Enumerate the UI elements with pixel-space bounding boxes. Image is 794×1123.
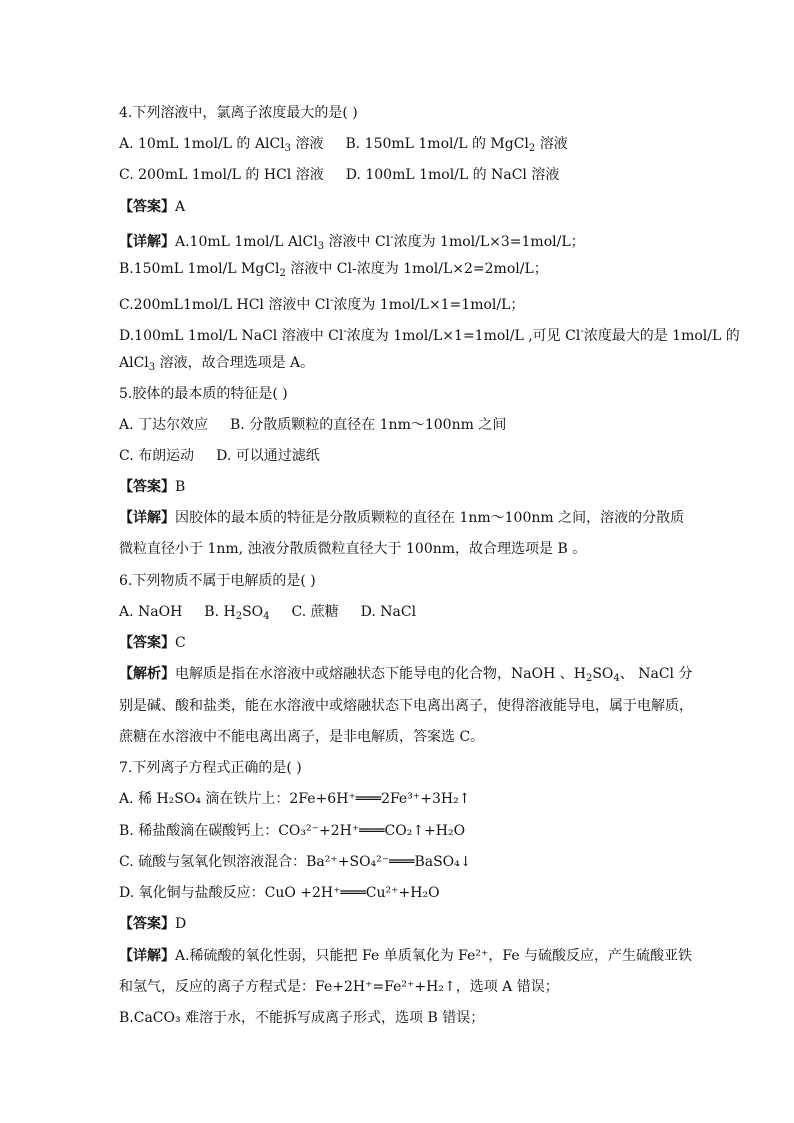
q4-detail-line-2: B.150mL 1mol/L MgCl$_2$ 溶液中 Cl-浓度为 1mol/L×2=2mol/L； [119,261,548,279]
q6-detail-line-1: 【解析】电解质是指在水溶液中或熔融状态下能导电的化合物，NaOH 、$H_2SO_4$、 NaCl 分 [119,666,693,684]
q7-option-c: C. 硫酸与氢氧化钡溶液混合：Ba²⁺+SO₄²⁻═══BaSO₄↓ [119,854,472,870]
answer-label: 【答案】 [119,916,175,932]
q4-option-a: A. 10mL 1mol/L 的 AlCl$_3$ 溶液 [119,136,324,154]
q4-option-c: C. 200mL 1mol/L 的 HCl 溶液 [119,167,324,183]
analysis-label: 【解析】 [119,666,175,682]
answer-value: A [175,199,186,215]
q5-option-a: A. 丁达尔效应 [119,417,209,433]
q4-detail-line-5: AlCl$_3$ 溶液，故合理选项是 A。 [119,355,315,373]
q4-detail-line-1: 【详解】A.10mL 1mol/L AlCl$_3$ 溶液中 Cl-浓度为 1mol/L×3=1mol/L； [119,232,585,252]
q6-options [119,603,679,626]
detail-label: 【详解】 [119,510,175,526]
detail-label: 【详解】 [119,234,175,250]
q4-stem: 4.下列溶液中，氯离子浓度最大的是( ) [119,105,358,121]
q7-option-b: B. 稀盐酸滴在碳酸钙上：CO₃²⁻+2H⁺═══CO₂↑+H₂O [119,823,466,839]
q6-option-d: D. NaCl [360,604,417,620]
q4-detail-line-4: D.100mL 1mol/L NaCl 溶液中 Cl-浓度为 1mol/L×1=1mol/L ,可见 Cl-浓度最大的是 1mol/L 的 [119,326,740,344]
q6-detail-line-2: 别是碱、酸和盐类，能在水溶液中或熔融状态下电离出离子，使得溶液能导电，属于电解质， [119,698,693,714]
q6-stem: 6.下列物质不属于电解质的是( ) [119,573,316,589]
q6-answer [119,634,679,652]
q4-answer [119,198,679,216]
answer-label: 【答案】 [119,635,175,651]
q5-option-c: C. 布朗运动 [119,448,195,464]
q5-options-cd [119,447,679,465]
q4-options-cd [119,166,679,184]
answer-value: D [175,916,187,932]
detail-label: 【详解】 [119,948,175,964]
q7-detail-line-3: B.CaCO₃ 难溶于水，不能拆写成离子形式，选项 B 错误； [119,1010,485,1026]
q6-detail-line-3: 蔗糖在水溶液中不能电离出离子，是非电解质，答案选 C。 [119,729,485,745]
q5-answer [119,478,679,496]
q7-option-a: A. 稀 H₂SO₄ 滴在铁片上：2Fe+6H⁺═══2Fe³⁺+3H₂↑ [119,791,471,807]
q7-stem: 7.下列离子方程式正确的是( ) [119,760,302,776]
q5-option-b: B. 分散质颗粒的直径在 1nm～100nm 之间 [230,417,507,433]
q7-detail-line-2: 和氢气，反应的离子方程式是：Fe+2H⁺=Fe²⁺+H₂↑，选项 A 错误； [119,979,559,995]
q5-stem: 5.胶体的最本质的特征是( ) [119,386,288,402]
q4-detail-line-3: C.200mL1mol/L HCl 溶液中 Cl-浓度为 1mol/L×1=1mol/L； [119,295,525,313]
q7-detail-line-1: 【详解】A.稀硫酸的氧化性弱，只能把 Fe 单质氧化为 Fe²⁺，Fe 与硫酸反应，产生硫酸亚铁 [119,948,693,964]
q6-option-b: B. $H_2SO_4$ [204,604,270,622]
q5-option-d: D. 可以通过滤纸 [216,448,320,464]
q6-option-c: C. 蔗糖 [291,604,339,620]
q7-answer [119,915,679,933]
answer-value: B [175,479,186,495]
answer-label: 【答案】 [119,199,175,215]
q5-options-ab [119,416,679,434]
q5-detail-line-1: 【详解】因胶体的最本质的特征是分散质颗粒的直径在 1nm～100nm 之间，溶液的分散质 [119,510,685,526]
q6-option-a: A. NaOH [119,604,183,620]
q4-options-ab [119,135,679,158]
q5-detail-line-2: 微粒直径小于 1nm, 浊液分散质微粒直径大于 100nm，故合理选项是 B 。 [119,541,587,557]
answer-label: 【答案】 [119,479,175,495]
q7-option-d: D. 氧化铜与盐酸反应：CuO +2H⁺═══Cu²⁺+H₂O [119,885,440,901]
answer-value: C [175,635,186,651]
q4-option-d: D. 100mL 1mol/L 的 NaCl 溶液 [345,167,560,183]
q4-option-b: B. 150mL 1mol/L 的 MgCl$_2$ 溶液 [345,136,568,154]
